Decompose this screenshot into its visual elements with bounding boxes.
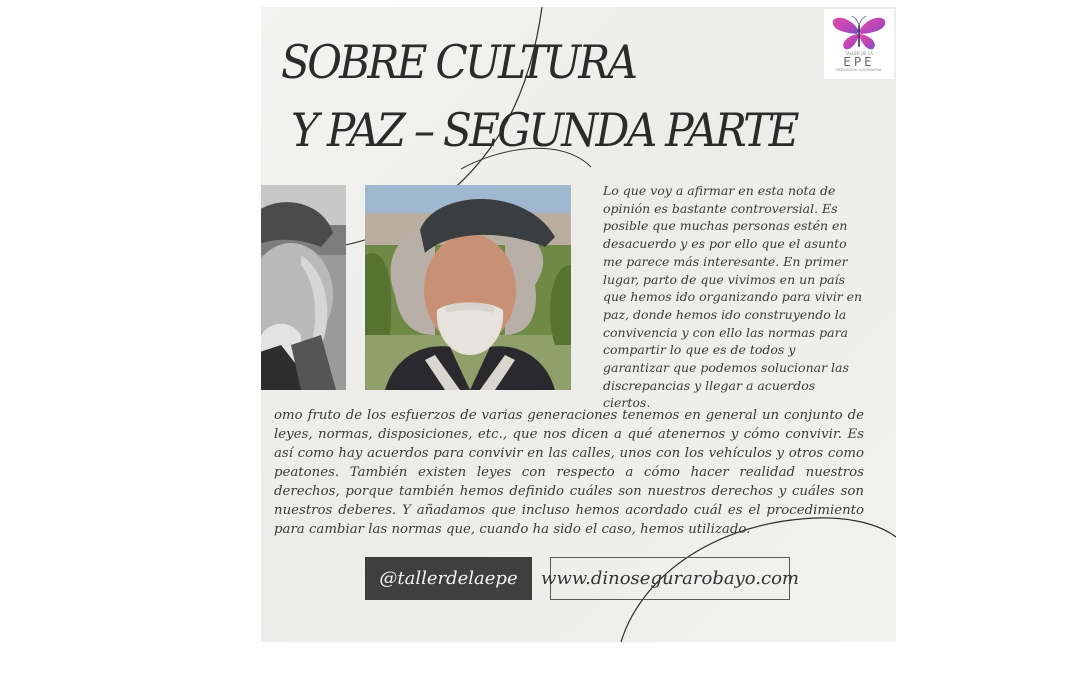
body-paragraph: omo fruto de los esfuerzos de varias generaciones tenemos en general un conjunto de leyes, normas, disposiciones, etc., que nos dicen a qué atenernos y cómo convivir. Es así como hay acuerdos para convivir en las calles, unos con los vehículos y otros como peatones. También existen leyes con respecto a cómo hacer realidad nuestros derechos, porque también hemos definido cuáles son nuestros derechos y cuáles son nuestros deberes. Y añadamos que incluso hemos acordado cuál es el procedimiento para cambiar las normas que, cuando ha sido el caso, hemos utilizado. — [274, 408, 864, 537]
portrait-photo-grayscale — [261, 185, 346, 390]
logo-small-text: TALLER DE LA — [845, 51, 873, 56]
intro-paragraph: Lo que voy a afirmar en esta nota de opinión es bastante controversial. Es posible que muchas personas estén en desacuerdo y es por ello que el asunto me parece más interesante. En primer lugar, parto de que vivimos en un país que hemos ido organizando para vivir en paz, donde hemos ido construyendo la convivencia y con ello las normas para compartir lo que es de todos y garantizar que podemos solucionar las discrepancias y llegar a acuerdos ciertos. — [603, 183, 863, 411]
logo-tagline: PEDAGOGÍA ALTERNATIVA — [836, 68, 882, 72]
butterfly-icon — [829, 13, 889, 53]
website-link[interactable]: www.dinosegurarobayo.com — [550, 557, 790, 600]
brand-logo — [824, 9, 894, 79]
post-card — [261, 7, 896, 642]
social-handle-button[interactable]: @tallerdelaepe — [365, 557, 532, 600]
page-title-line-1: SOBRE CULTURA — [281, 35, 636, 89]
page-title-line-2: Y PAZ – SEGUNDA PARTE — [291, 103, 797, 157]
logo-big-text: EPE — [843, 55, 875, 69]
portrait-photo — [365, 185, 571, 390]
